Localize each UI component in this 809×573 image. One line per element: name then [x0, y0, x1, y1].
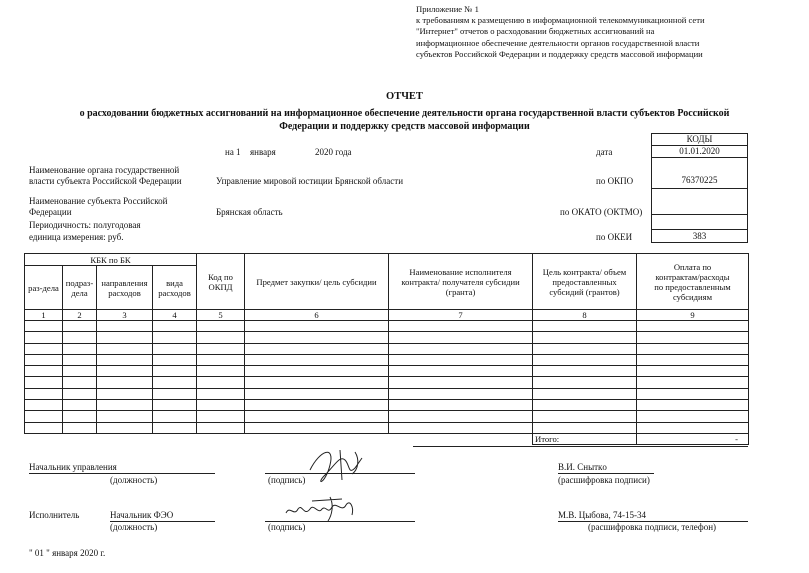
total-row	[25, 433, 749, 444]
position-hint: (должность)	[110, 475, 158, 485]
col-num: 2	[63, 310, 97, 321]
periodicity: Периодичность: полугодовая	[29, 220, 141, 230]
expenses-table	[24, 253, 749, 445]
unit: единица измерения: руб.	[29, 232, 124, 242]
table-row	[25, 411, 749, 422]
col-num: 7	[389, 310, 533, 321]
report-subtitle: Федерации и поддержку средств массовой информации	[279, 121, 530, 132]
okei-code-value: 383	[692, 231, 707, 241]
col-goal: Цель контракта/ объем предоставленных субсидий (грантов)	[533, 254, 637, 310]
col-num: 5	[197, 310, 245, 321]
org-label: Наименование органа государственной	[29, 165, 180, 175]
col-num: 3	[97, 310, 153, 321]
kbk-header: КБК по БК	[25, 254, 197, 266]
total-label: Итого:	[533, 433, 637, 444]
appendix-line: субъектов Российской Федерации и поддержку средств массовой информации	[416, 48, 703, 59]
col-napravlenie: направления расходов	[97, 266, 153, 310]
okato-label: по ОКАТО (ОКТМО)	[560, 207, 643, 217]
period-year: 2020 года	[315, 147, 352, 157]
col-num: 6	[245, 310, 389, 321]
decode-phone-hint: (расшифровка подписи, телефон)	[588, 522, 717, 532]
appendix-line: информационное обеспечение деятельности органов государственной власти	[416, 37, 700, 48]
date-label: дата	[596, 147, 613, 157]
position-hint: (должность)	[110, 522, 158, 532]
executor-name: М.В. Цыбова, 74-15-34	[558, 510, 647, 520]
period-month: января	[250, 147, 276, 157]
col-okpd: Код по ОКПД	[197, 254, 245, 310]
appendix-line: Приложение № 1	[416, 4, 479, 14]
okpo-label: по ОКПО	[596, 176, 634, 186]
appendix-line: "Интернет" отчетов о расходовании бюджетных ассигнований на	[416, 26, 655, 37]
executor-signature-image	[282, 495, 362, 527]
org-label: власти субъекта Российской Федерации	[29, 176, 182, 186]
period-prefix: на 1	[225, 147, 241, 157]
report-title: ОТЧЕТ	[386, 91, 423, 102]
col-num: 1	[25, 310, 63, 321]
col-vid: вида расходов	[153, 266, 197, 310]
col-num: 9	[637, 310, 749, 321]
appendix-block	[416, 4, 705, 60]
total-value: -	[637, 433, 749, 444]
table-row	[25, 388, 749, 399]
head-signature-image	[300, 440, 380, 490]
date-code-value: 01.01.2020	[679, 146, 720, 156]
executor-title: Начальник ФЭО	[110, 510, 174, 520]
table-row	[25, 377, 749, 388]
decode-hint: (расшифровка подписи)	[558, 475, 650, 485]
okpo-code-value: 76370225	[681, 175, 718, 185]
footer-date: " 01 " января 2020 г.	[29, 548, 106, 558]
head-title: Начальник управления	[29, 462, 117, 472]
table-row	[25, 343, 749, 354]
subject-value: Брянская область	[216, 207, 283, 217]
col-num: 8	[533, 310, 637, 321]
col-subject: Предмет закупки/ цель субсидии	[245, 254, 389, 310]
head-name: В.И. Сныткo	[558, 462, 607, 472]
col-payment: Оплата по контрактам/расходы по предоставленным субсидиям	[637, 254, 749, 310]
table-row	[25, 332, 749, 343]
subject-label: Федерации	[29, 207, 72, 217]
report-subtitle: о расходовании бюджетных ассигнований на информационное обеспечение деятельности органа государственной власти субъектов Российской	[79, 108, 730, 119]
codes-header: КОДЫ	[686, 134, 713, 144]
signature-hint: (подпись)	[268, 522, 306, 532]
okei-label: по ОКЕИ	[596, 232, 633, 242]
col-podrazdel: подраз- дела	[63, 266, 97, 310]
table-row	[25, 354, 749, 365]
col-num: 4	[153, 310, 197, 321]
signature-hint: (подпись)	[268, 475, 306, 485]
appendix-line: к требованиям к размещению в информационной телекоммуникационной сети	[416, 15, 705, 26]
table-row	[25, 366, 749, 377]
subject-label: Наименование субъекта Российской	[29, 196, 168, 206]
org-value: Управление мировой юстиции Брянской области	[216, 176, 404, 186]
col-executor: Наименование исполнителя контракта/ получателя субсидии (гранта)	[389, 254, 533, 310]
table-row	[25, 422, 749, 433]
executor-label: Исполнитель	[29, 510, 80, 520]
col-razdel: раз-дела	[25, 266, 63, 310]
table-row	[25, 400, 749, 411]
table-row	[25, 321, 749, 332]
